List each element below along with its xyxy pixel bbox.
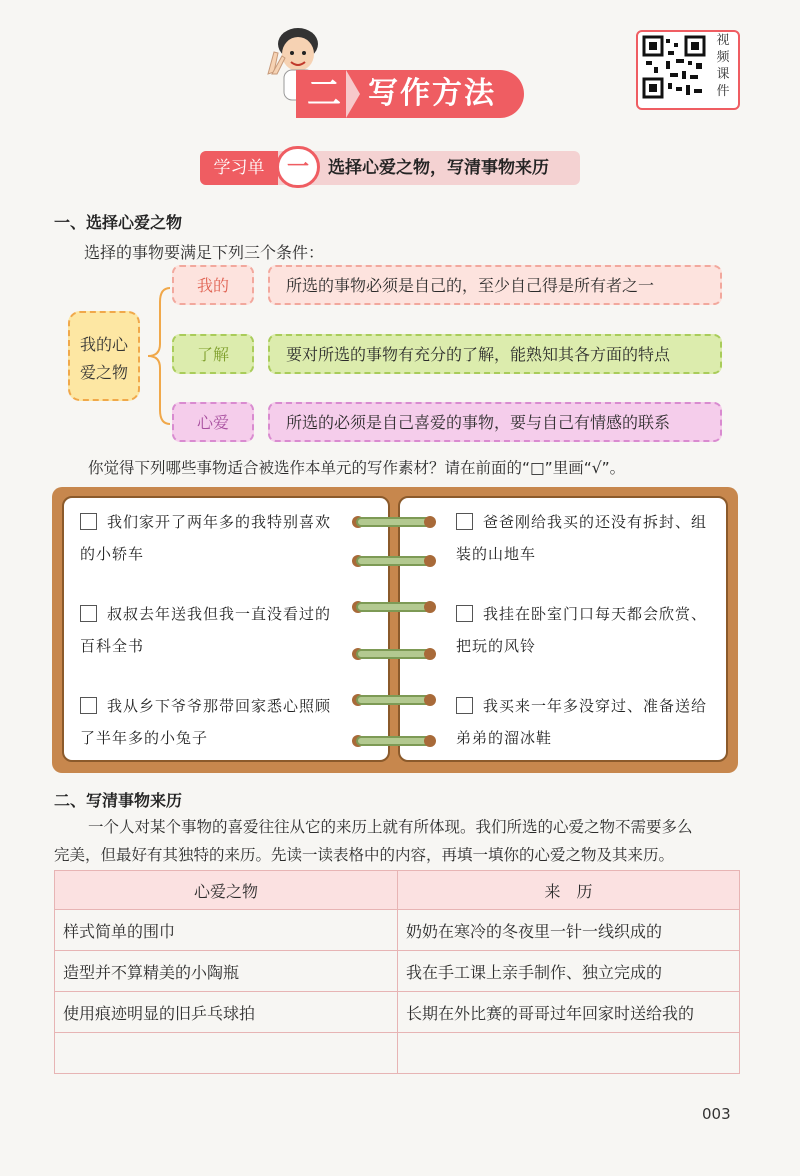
option-text: 我挂在卧室门口每天都会欣赏、把玩的风铃 (456, 605, 708, 655)
binder-ring (356, 556, 432, 566)
table-header-cell: 来 历 (398, 871, 740, 910)
favorite-thing-center-box (68, 311, 140, 401)
option-text: 爸爸刚给我买的还没有拆封、组装的山地车 (456, 513, 708, 563)
table-cell-input[interactable] (398, 1033, 740, 1074)
option-text: 叔叔去年送我但我一直没看过的百科全书 (80, 605, 332, 655)
condition-text-know: 要对所选的事物有充分的了解，能熟知其各方面的特点 (268, 334, 722, 374)
binder-ring (356, 649, 432, 659)
binder-ring (356, 695, 432, 705)
ring-hole (424, 735, 436, 747)
table-cell: 我在手工课上亲手制作、独立完成的 (398, 951, 740, 992)
learning-sheet-tag: 学习单 (200, 151, 278, 185)
condition-tag-love: 心爱 (172, 402, 254, 442)
section-title: 写作方法 (368, 76, 496, 111)
option-checkbox[interactable] (80, 513, 97, 530)
table-header-row (55, 871, 740, 910)
page-number: 003 (702, 1105, 731, 1123)
option-text: 我买来一年多没穿过、准备送给弟弟的溜冰鞋 (456, 697, 708, 747)
part2-heading: 二、写清事物来历 (54, 791, 183, 810)
option-item (456, 506, 718, 570)
option-item (80, 506, 342, 570)
binder-ring (356, 736, 432, 746)
table-row (55, 951, 740, 992)
ring-hole (424, 601, 436, 613)
ring-hole (424, 648, 436, 660)
part1-heading: 一、选择心爱之物 (54, 213, 183, 232)
condition-tag-know: 了解 (172, 334, 254, 374)
option-checkbox[interactable] (456, 513, 473, 530)
qr-code-icon[interactable] (642, 35, 706, 99)
banner-arrow-decoration (346, 70, 360, 118)
part2-paragraph-line2: 完美，但最好有其独特的来历。先读一读表格中的内容，再填一填你的心爱之物及其来历。 (54, 846, 675, 864)
binder-ring (356, 517, 432, 527)
table-row (55, 992, 740, 1033)
table-cell: 使用痕迹明显的旧乒乓球拍 (55, 992, 398, 1033)
option-checkbox[interactable] (456, 697, 473, 714)
ring-hole (424, 694, 436, 706)
table-cell-input[interactable] (55, 1033, 398, 1074)
option-checkbox[interactable] (80, 605, 97, 622)
section-number: 二 (307, 74, 341, 114)
table-row (55, 910, 740, 951)
table-row-blank (55, 1033, 740, 1074)
table-cell: 长期在外比赛的哥哥过年回家时送给我的 (398, 992, 740, 1033)
learning-sheet-title: 选择心爱之物，写清事物来历 (328, 158, 549, 178)
part1-question: 你觉得下列哪些事物适合被选作本单元的写作素材？请在前面的“□”里画“√”。 (88, 459, 626, 477)
option-checkbox[interactable] (456, 605, 473, 622)
part2-paragraph-line1: 一个人对某个事物的喜爱往往从它的来历上就有所体现。我们所选的心爱之物不需要多么 (88, 818, 693, 836)
option-checkbox[interactable] (80, 697, 97, 714)
ring-hole (424, 516, 436, 528)
condition-tag-mine: 我的 (172, 265, 254, 305)
binder-ring (356, 602, 432, 612)
option-item (80, 598, 342, 662)
table-header-cell: 心爱之物 (55, 871, 398, 910)
option-text: 我们家开了两年多的我特别喜欢的小轿车 (80, 513, 332, 563)
video-courseware-label: 视频课件 (716, 33, 730, 99)
origin-table (54, 870, 740, 1074)
learning-sheet-number: 一 (276, 146, 320, 188)
condition-text-mine: 所选的事物必须是自己的，至少自己得是所有者之一 (268, 265, 722, 305)
condition-text-love: 所选的必须是自己喜爱的事物，要与自己有情感的联系 (268, 402, 722, 442)
option-item (456, 690, 718, 754)
option-item (80, 690, 342, 754)
table-cell: 样式简单的围巾 (55, 910, 398, 951)
option-item (456, 598, 718, 662)
option-text: 我从乡下爷爷那带回家悉心照顾了半年多的小兔子 (80, 697, 332, 747)
table-cell: 造型并不算精美的小陶瓶 (55, 951, 398, 992)
part1-intro: 选择的事物要满足下列三个条件： (84, 243, 325, 262)
center-box-label: 我的心爱之物 (80, 335, 129, 382)
table-cell: 奶奶在寒冷的冬夜里一针一线织成的 (398, 910, 740, 951)
brace-connector (140, 280, 174, 430)
ring-hole (424, 555, 436, 567)
